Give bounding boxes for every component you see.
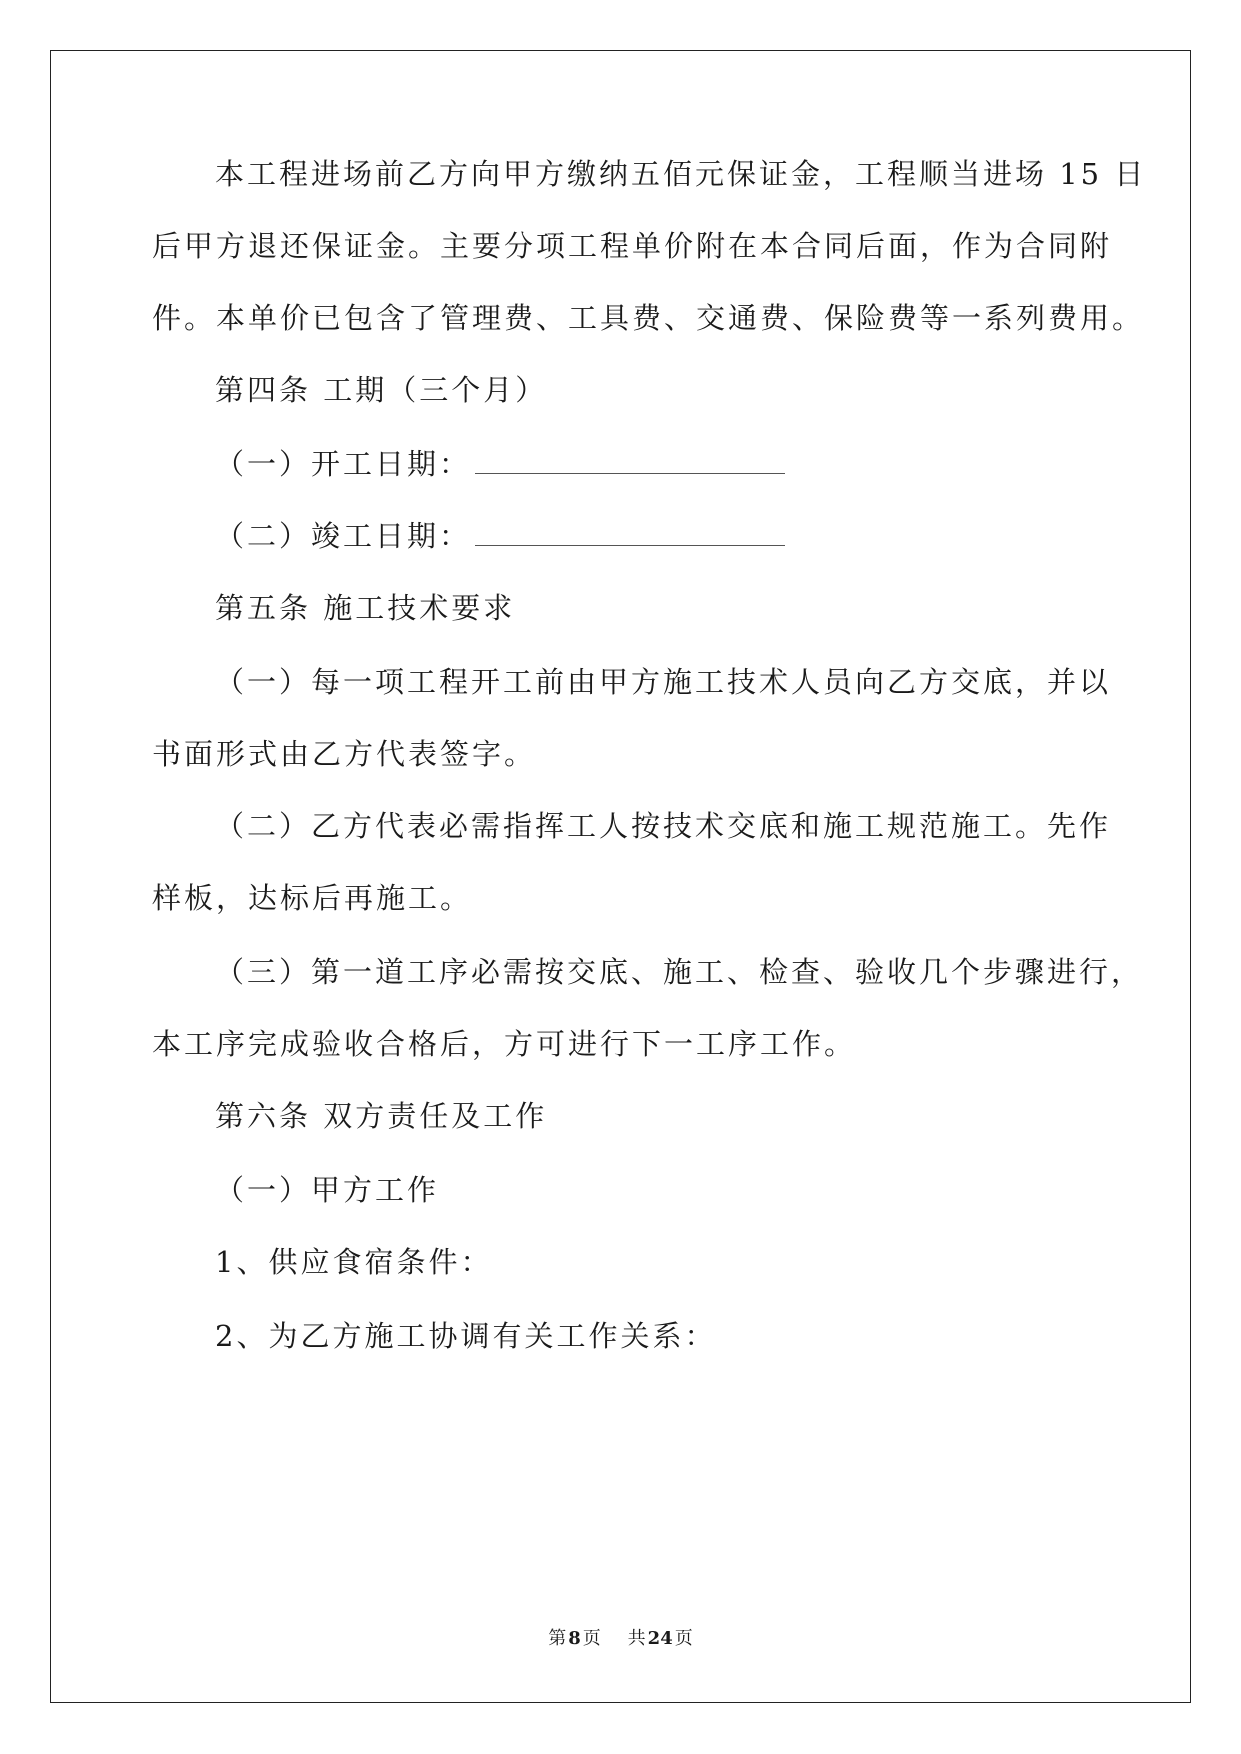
page-footer [0, 1628, 1241, 1650]
section-heading-article-4: 第四条 工期（三个月） [215, 373, 548, 407]
page-border [50, 50, 1191, 1703]
start-date-row [215, 446, 785, 482]
subsection-heading: （一）甲方工作 [215, 1173, 440, 1207]
completion-date-row [215, 518, 785, 554]
list-item: 2、为乙方施工协调有关工作关系： [215, 1319, 717, 1353]
section-heading-article-6: 第六条 双方责任及工作 [215, 1099, 548, 1133]
paragraph-line: 样板，达标后再施工。 [152, 881, 473, 915]
page-suffix: 页 [582, 1628, 601, 1649]
paragraph-line: （三）第一道工序必需按交底、施工、检查、验收几个步骤进行， [215, 955, 1144, 989]
list-item: 1、供应食宿条件： [215, 1245, 493, 1279]
total-prefix: 共 [627, 1628, 646, 1649]
total-suffix: 页 [674, 1628, 693, 1649]
section-heading-article-5: 第五条 施工技术要求 [215, 591, 516, 625]
paragraph-line: 本工序完成验收合格后，方可进行下一工序工作。 [152, 1027, 857, 1061]
paragraph-line: 后甲方退还保证金。主要分项工程单价附在本合同后面，作为合同附 [152, 229, 1113, 263]
paragraph-line: 书面形式由乙方代表签字。 [152, 737, 537, 771]
paragraph-line: 件。本单价已包含了管理费、工具费、交通费、保险费等一系列费用。 [152, 301, 1145, 335]
total-pages: 24 [647, 1628, 673, 1649]
completion-date-blank[interactable] [475, 521, 785, 546]
page-prefix: 第 [548, 1628, 567, 1649]
page-number: 8 [568, 1628, 581, 1649]
paragraph-line: （二）乙方代表必需指挥工人按技术交底和施工规范施工。先作 [215, 809, 1112, 843]
start-date-label: （一）开工日期： [215, 447, 472, 481]
paragraph-line: （一）每一项工程开工前由甲方施工技术人员向乙方交底，并以 [215, 665, 1112, 699]
paragraph-line: 本工程进场前乙方向甲方缴纳五佰元保证金，工程顺当进场 15 日 [215, 157, 1147, 191]
completion-date-label: （二）竣工日期： [215, 519, 472, 553]
start-date-blank[interactable] [475, 449, 785, 474]
